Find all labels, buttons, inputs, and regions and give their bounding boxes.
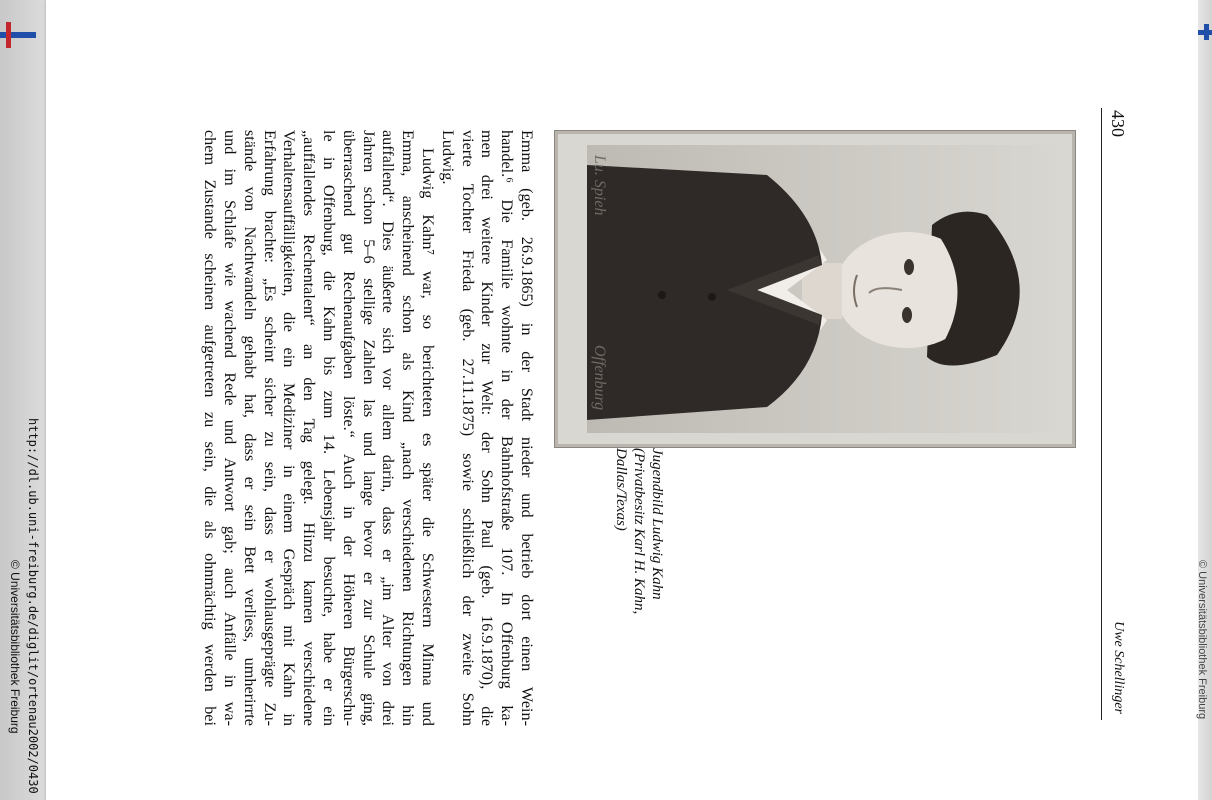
text-line: men drei weitere Kinder zur Welt: der Sohn Paul (geb. 16.9.1870), die bbox=[478, 130, 497, 726]
running-head bbox=[1101, 108, 1128, 720]
text-line: auffallend“. Dies äußerte sich vor allem darin, dass er „im Alter von drei bbox=[379, 130, 398, 726]
text-line: überraschend gut Rechenaufgaben löste.“ Auch in der Höheren Bürgerschu- bbox=[339, 130, 358, 726]
text-line: le in Offenburg, die Kahn bis zum 14. Lebensjahr besuchte, habe er ein bbox=[320, 130, 339, 726]
photo-caption bbox=[612, 448, 666, 708]
text-line: Ludwig. bbox=[438, 130, 457, 185]
text-line: handel.⁶ Die Familie wohnte in der Bahnhofstraße 107. In Offenburg ka- bbox=[498, 130, 517, 726]
url-watermark: http://dl.ub.uni-freiburg.de/diglit/ortenau2002/0430 bbox=[26, 418, 40, 794]
page-number: 430 bbox=[1108, 110, 1128, 137]
photo-image bbox=[587, 145, 1057, 433]
running-author: Uwe Schellinger bbox=[1111, 621, 1126, 714]
library-logo-icon bbox=[0, 18, 40, 58]
text-line: Erfahrung brachte: „Es scheint sicher zu sein, dass er wohlausgeprägte Zu- bbox=[260, 130, 279, 726]
rotated-book-page bbox=[128, 108, 1128, 728]
text-line: Emma, anscheinend schon als Kind „nach verschiedenen Richtungen hin bbox=[399, 130, 418, 726]
body-text bbox=[199, 130, 536, 726]
text-line: Verhaltensauffälligkeiten, die ein Mediziner in einem Gespräch mit Kahn in bbox=[280, 130, 299, 726]
text-line: Jahren schon 5–6 stellige Zahlen las und lange bevor er zur Schule ging, bbox=[359, 130, 378, 726]
portrait-photo bbox=[554, 130, 1076, 448]
right-edge-watermark: © Universitätsbibliothek Freiburg bbox=[1196, 560, 1208, 720]
caption-line: Jugendbild Ludwig Kahn bbox=[649, 448, 665, 600]
text-line: „auffallendes Rechentalent“ an den Tag gelegt. Hinzu kamen verschiedene bbox=[300, 130, 319, 726]
text-line: und im Schlafe wie wachend Rede und Antwort gab; auch Anfälle in wa- bbox=[221, 130, 240, 726]
text-line: Emma (geb. 26.9.1865) in der Stadt nieder und betrieb dort einen Wein- bbox=[518, 130, 536, 726]
text-line: Ludwig Kahn⁷ war, so berichteten es später die Schwestern Minna und bbox=[419, 148, 438, 726]
portrait-photo-icon bbox=[587, 145, 1057, 433]
text-line: stände von Nachtwandeln gehabt hat, dass er sein Bett verliess, umherirrte bbox=[240, 130, 259, 726]
caption-line: Dallas/Texas) bbox=[613, 448, 629, 531]
studio-signature: Lu. Spieh bbox=[591, 155, 608, 216]
text-line: chem Zustande scheinen aufgetreten zu sein, die als ohnmächtig werden bei bbox=[201, 130, 220, 726]
library-logo-icon-right bbox=[1198, 22, 1212, 42]
studio-city: Offenburg bbox=[591, 345, 608, 411]
copyright-watermark: © Universitätsbibliothek Freiburg bbox=[8, 560, 22, 734]
caption-line: (Privatbesitz Karl H. Kahn, bbox=[631, 448, 647, 615]
text-line: vierte Tochter Frieda (geb. 27.11.1875) sowie schließlich der zweite Sohn bbox=[458, 130, 477, 726]
